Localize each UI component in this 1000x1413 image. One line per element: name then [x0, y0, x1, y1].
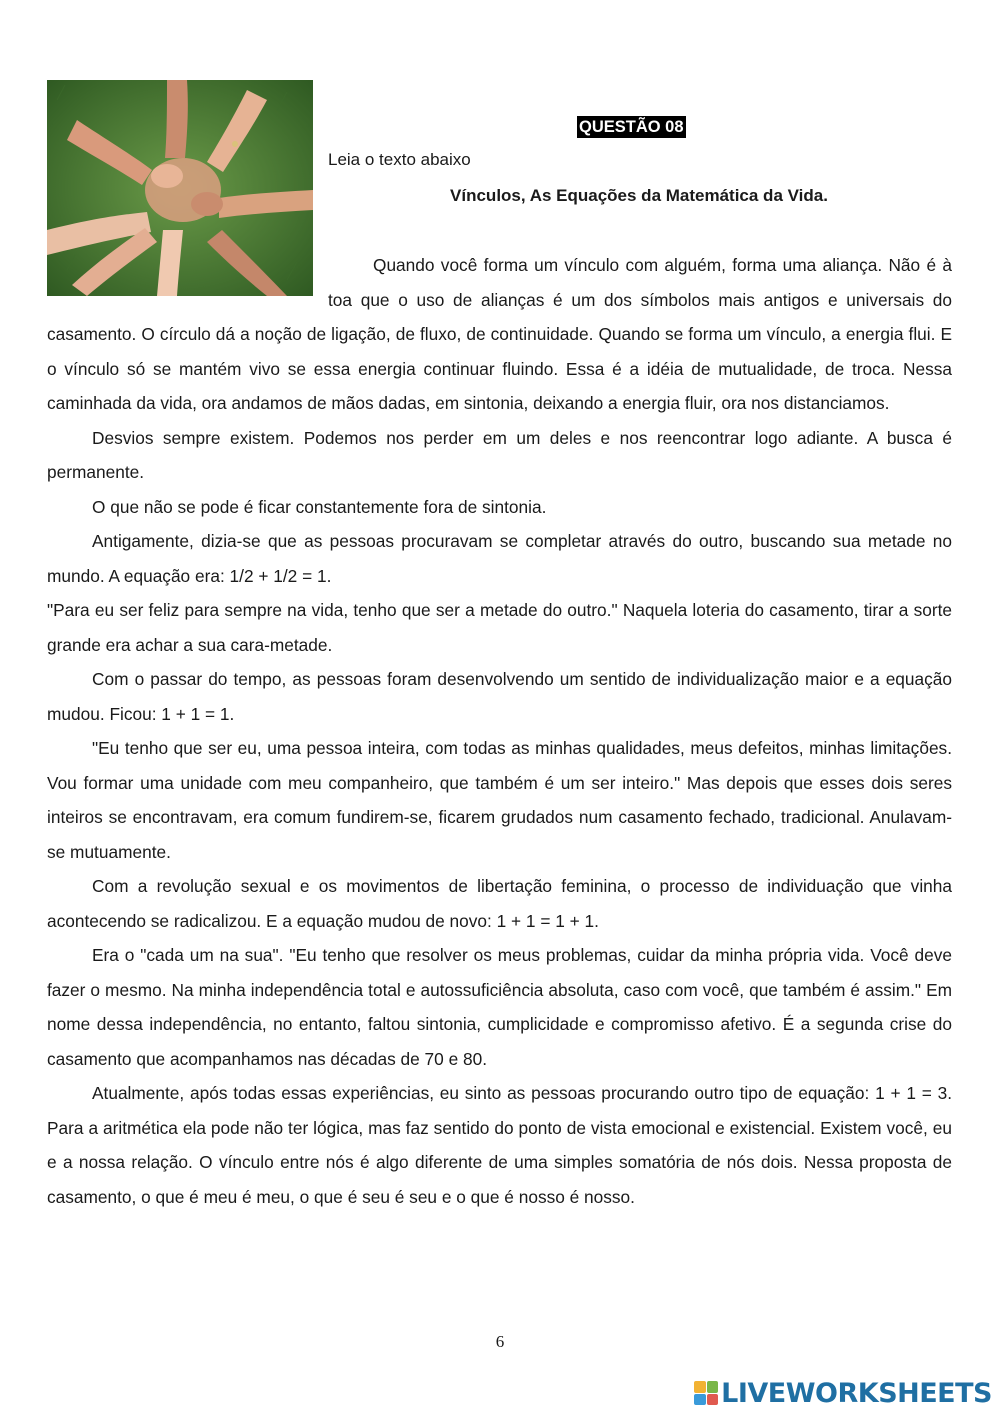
- paragraph: Desvios sempre existem. Podemos nos perder em um deles e nos reencontrar logo adiante. A busca é permanente.: [47, 427, 952, 482]
- paragraph: Com a revolução sexual e os movimentos de libertação feminina, o processo de individuação que vinha acontecendo se radicalizou. E a equação mudou de novo: 1 + 1 = 1 + 1.: [47, 876, 952, 931]
- page-number: 6: [495, 1332, 505, 1351]
- article-body: [47, 248, 952, 1214]
- paragraph: Antigamente, dizia-se que as pessoas procuravam se completar através do outro, buscando sua metade no mundo. A equação era: 1/2 + 1/2 = 1.: [47, 531, 952, 586]
- paragraph: Era o "cada um na sua". "Eu tenho que resolver os meus problemas, cuidar da minha própria vida. Você deve fazer o mesmo. Na minha independência total e autossuficiência absoluta, caso com você, que também é assim." Em nome dessa independência, no entanto, faltou sintonia, cumplicidade e compromisso afetivo. É a segunda crise do casamento que acompanhamos nas décadas de 70 e 80.: [47, 945, 952, 1069]
- text-title: Vínculos, As Equações da Matemática da Vida.: [450, 186, 828, 205]
- question-label: QUESTÃO 08: [579, 118, 684, 136]
- liveworksheets-logo-icon: [694, 1381, 718, 1405]
- paragraph: Quando você forma um vínculo com alguém, forma uma aliança. Não é à toa que o uso de alianças é um dos símbolos mais antigos e universais do casamento. O círculo dá a noção de ligação, de fluxo, de continuidade. Quando se forma um vínculo, a energia flui. E o vínculo só se mantém vivo se essa energia continuar fluindo. Essa é a idéia de mutualidade, de troca. Nessa caminhada da vida, ora andamos de mãos dadas, em sintonia, deixando a energia fluir, ora nos distanciamos.: [47, 255, 952, 413]
- liveworksheets-brand[interactable]: [694, 1377, 992, 1409]
- paragraph: "Eu tenho que ser eu, uma pessoa inteira, com todas as minhas qualidades, meus defeitos, minhas limitações. Vou formar uma unidade com meu companheiro, que também é um ser inteiro." Mas depois que esses dois seres inteiros se encontravam, era comum fundirem-se, ficarem grudados num casamento fechado, tradicional. Anulavam-se mutuamente.: [47, 738, 952, 862]
- paragraph: Atualmente, após todas essas experiências, eu sinto as pessoas procurando outro tipo de equação: 1 + 1 = 3. Para a aritmética ela pode não ter lógica, mas faz sentido do ponto de vista emocional e existencial. Existem você, eu e a nossa relação. O vínculo entre nós é algo diferente de uma simples somatória de nós dois. Nessa proposta de casamento, o que é meu é meu, o que é seu é seu e o que é nosso é nosso.: [47, 1083, 952, 1207]
- instruction-text: Leia o texto abaixo: [328, 150, 471, 169]
- paragraph: O que não se pode é ficar constantemente fora de sintonia.: [92, 496, 547, 517]
- brand-name: LIVEWORKSHEETS: [721, 1377, 992, 1409]
- paragraph: Com o passar do tempo, as pessoas foram desenvolvendo um sentido de individualização maior e a equação mudou. Ficou: 1 + 1 = 1.: [47, 669, 952, 724]
- paragraph: "Para eu ser feliz para sempre na vida, tenho que ser a metade do outro." Naquela loteria do casamento, tirar a sorte grande era achar a sua cara-metade.: [47, 600, 952, 655]
